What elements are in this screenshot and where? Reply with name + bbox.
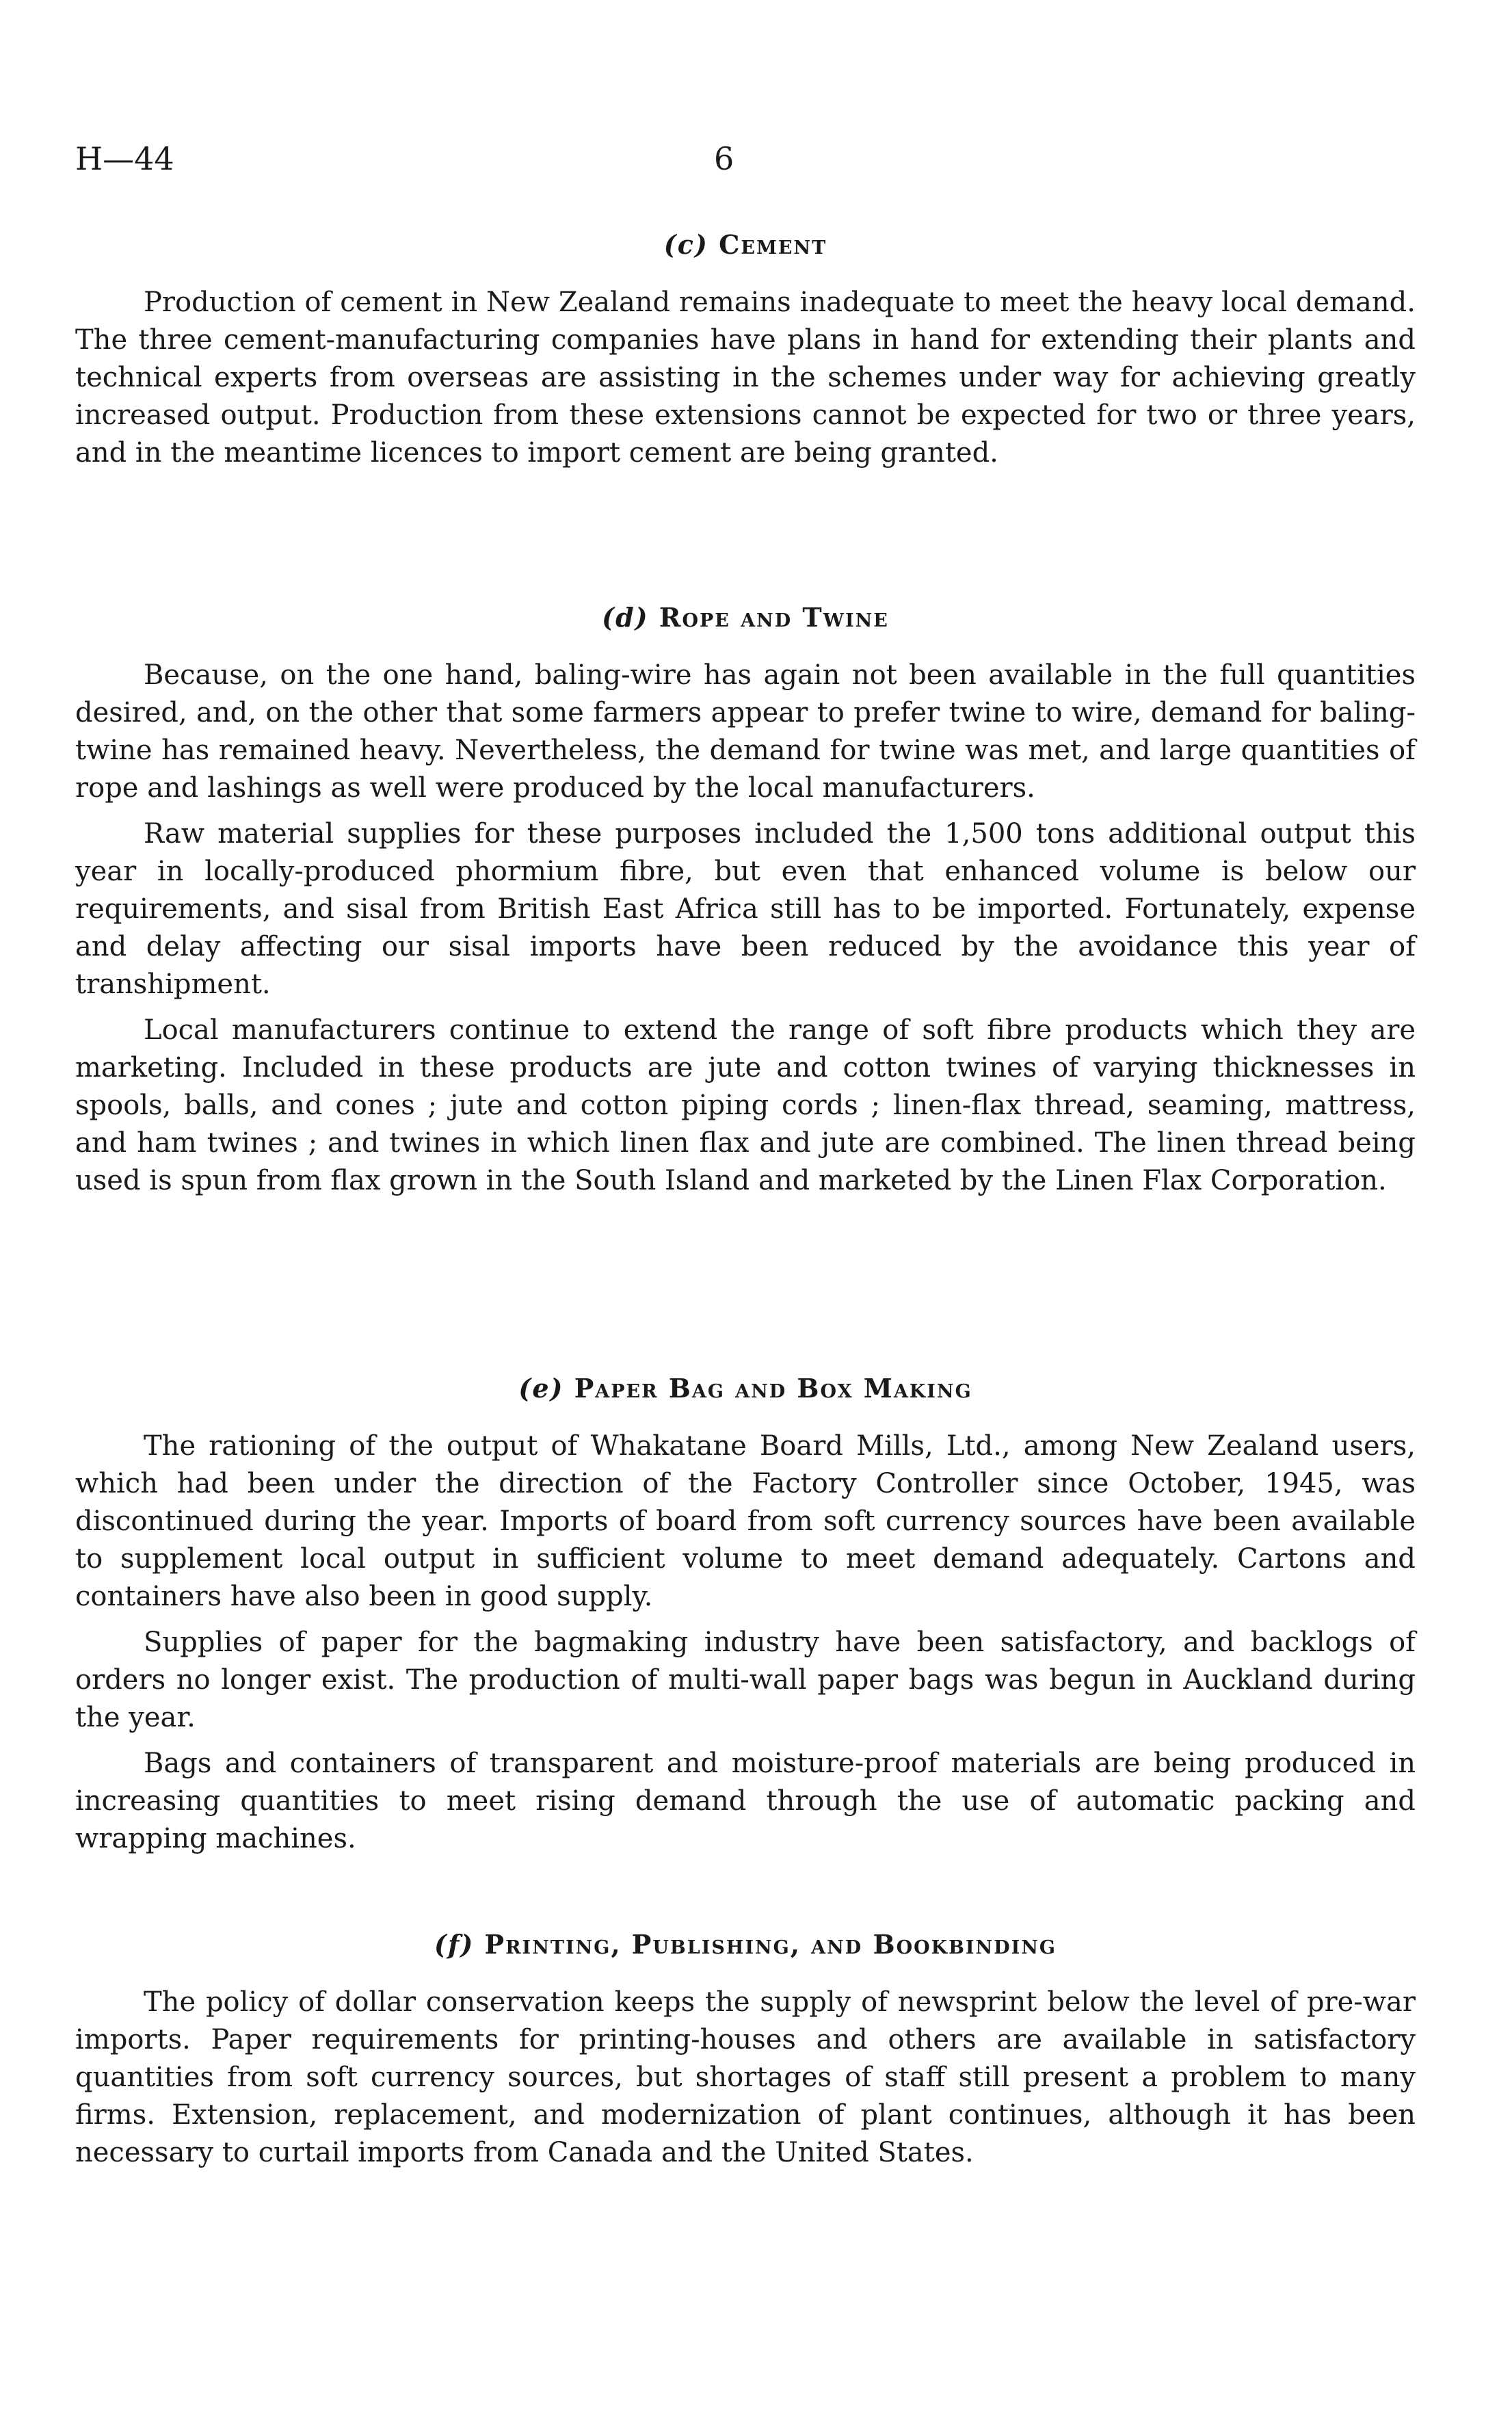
paragraph: The rationing of the output of Whakatane Board Mills, Ltd., among New Zealand users, which had been under the direction of the Factory Controller since October, 1945, was discontinued during the year. Imports of board from soft currency sources have been available to supplement local output in sufficient volume to meet demand adequately. Cartons and containers have also been in good supply.: [75, 1430, 1416, 1612]
section-cement: [75, 229, 1416, 480]
section-title: Rope and Twine: [659, 602, 889, 633]
section-title: Paper Bag and Box Making: [574, 1373, 972, 1404]
paragraph: Local manufacturers continue to extend the range of soft fibre products which they are marketing. Included in these products are jute and cotton twines of varying thicknesses in spools, balls, and cones ; jute and cotton piping cords ; linen-flax thread, seaming, mattress, and ham twines ; and twines in which linen flax and jute are combined. The linen thread being used is spun from flax grown in the South Island and marketed by the Linen Flax Corporation.: [75, 1014, 1416, 1196]
section-rope-and-twine: [75, 602, 1416, 1208]
page-header: [75, 140, 1416, 188]
section-printing-publishing-bookbinding: [75, 1929, 1416, 2180]
section-paper-bag-and-box-making: [75, 1373, 1416, 1866]
section-letter: (e): [518, 1373, 564, 1404]
paragraph: Raw material supplies for these purposes included the 1,500 tons additional output this year in locally-produced phormium fibre, but even that enhanced volume is below our requirements, and sisal from British East Africa still has to be imported. Fortunately, expense and delay affecting our sisal imports have been reduced by the avoidance this year of transhipment.: [75, 817, 1416, 1000]
document-reference: H—44: [75, 140, 174, 177]
paragraph: The policy of dollar conservation keeps the supply of newsprint below the level of pre-war imports. Paper requirements for printing-houses and others are available in satisfactory quantities from soft currency sources, but shortages of staff still present a problem to many firms. Extension, replacement, and modernization of plant continues, although it has been necessary to curtail imports from Canada and the United States.: [75, 1986, 1416, 2168]
document-page: [75, 0, 1416, 2418]
section-title: Printing, Publishing, and Bookbinding: [484, 1929, 1057, 1960]
section-heading: [75, 1373, 1416, 1404]
page-number: 6: [714, 140, 734, 177]
paragraph: Production of cement in New Zealand remains inadequate to meet the heavy local demand. The three cement-manufacturing companies have plans in hand for extending their plants and technical experts from overseas are assisting in the schemes under way for achieving greatly increased output. Production from these extensions cannot be expected for two or three years, and in the meantime licences to import cement are being granted.: [75, 286, 1416, 469]
section-letter: (d): [602, 602, 649, 633]
section-heading: [75, 602, 1416, 633]
section-heading: [75, 229, 1416, 261]
section-title: Cement: [719, 229, 827, 260]
section-letter: (f): [434, 1929, 475, 1960]
paragraph: Supplies of paper for the bagmaking industry have been satisfactory, and backlogs of orders no longer exist. The production of multi-wall paper bags was begun in Auckland during the year.: [75, 1626, 1416, 1733]
section-letter: (c): [663, 229, 708, 260]
paragraph: Bags and containers of transparent and moisture-proof materials are being produced in increasing quantities to meet rising demand through the use of automatic packing and wrapping machines.: [75, 1747, 1416, 1854]
paragraph: Because, on the one hand, baling-wire has again not been available in the full quantities desired, and, on the other that some farmers appear to prefer twine to wire, demand for baling-twine has remained heavy. Nevertheless, the demand for twine was met, and large quantities of rope and lashings as well were produced by the local manufacturers.: [75, 659, 1416, 804]
section-heading: [75, 1929, 1416, 1960]
